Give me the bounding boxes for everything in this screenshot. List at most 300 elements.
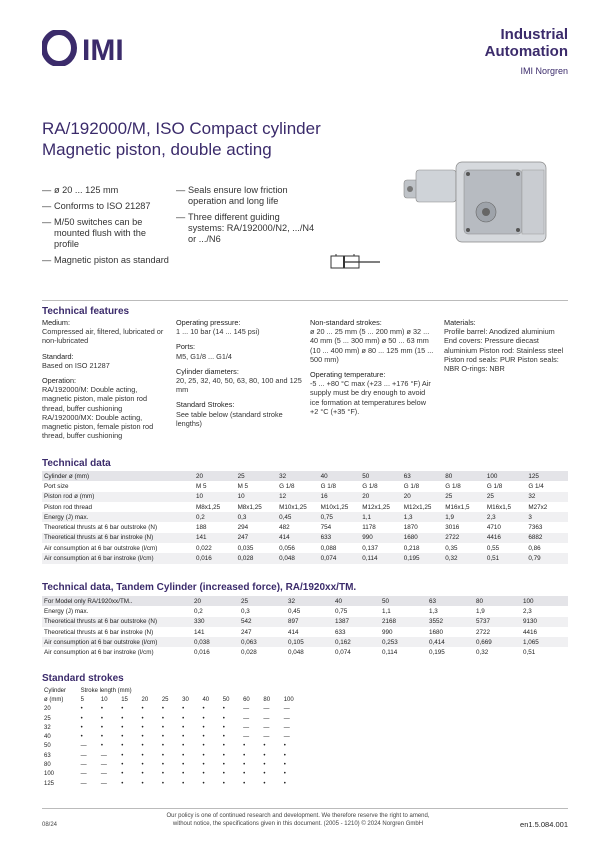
table-cell: 0,35: [445, 544, 458, 552]
footer-date: 08/24: [42, 822, 58, 828]
bullet: — Seals ensure low friction operation and long life: [176, 185, 316, 207]
table-cell: M 5: [196, 482, 207, 490]
feat-head: Operating temperature:: [310, 370, 386, 380]
table-cell: 25: [443, 492, 485, 502]
strokes-header-row: [44, 686, 304, 695]
table-cell: •: [182, 706, 185, 713]
table-cell: •: [243, 771, 246, 778]
table-cell: —: [283, 706, 290, 713]
feat-head: Non-standard strokes:: [310, 318, 382, 327]
table-cell: •: [202, 724, 205, 731]
table-row: [42, 637, 568, 647]
table-cell: •: [121, 780, 124, 787]
table-cell: •: [161, 734, 164, 741]
table-row: [42, 481, 568, 491]
table-cell: •: [182, 743, 185, 750]
table-cell: •: [263, 743, 266, 750]
table-cell: •: [141, 771, 144, 778]
table-cell: 1,1: [382, 607, 391, 615]
table-cell: •: [243, 743, 246, 750]
table-cell: •: [263, 752, 266, 759]
table-cell: 633: [335, 628, 346, 636]
header-cell: 40: [319, 471, 361, 481]
features-col3: [310, 318, 436, 416]
table-cell: 16: [319, 492, 361, 502]
table-cell: 4710: [486, 524, 501, 532]
table-row: [44, 714, 304, 723]
table-cell: •: [283, 752, 286, 759]
table-cell: 2722: [443, 533, 485, 543]
header-cell: 20: [192, 596, 239, 606]
table-cell: 7363: [528, 524, 543, 532]
table-cell: 1680: [429, 628, 444, 636]
table-cell: M27x2: [528, 503, 548, 511]
table-cell: 20: [402, 492, 444, 502]
section-title-features: Technical features: [42, 306, 130, 317]
table-cell: 0,669: [474, 637, 521, 647]
table-cell: •: [202, 715, 205, 722]
table-row: [42, 553, 568, 563]
table-cell: 1,1: [360, 512, 402, 522]
table-row: [44, 770, 304, 779]
table-cell: 0,2: [194, 607, 203, 615]
table-cell: 0,45: [288, 607, 301, 615]
table-cell: 0,028: [241, 649, 257, 657]
table-cell: —: [100, 762, 107, 769]
feat-text: See table below (standard stroke lengths): [176, 409, 283, 428]
table-cell: •: [222, 715, 225, 722]
table-cell: •: [263, 771, 266, 778]
stroke-length-cell: 50: [222, 696, 230, 703]
table-header-row: [42, 471, 568, 481]
table-cell: 12: [277, 492, 319, 502]
table-cell: 10: [236, 492, 278, 502]
table-cell: Energy (J) max.: [42, 512, 194, 522]
footer-divider: [42, 808, 568, 809]
header-cell: 125: [526, 471, 568, 481]
table-cell: 0,088: [320, 544, 337, 552]
feat-text: 20, 25, 32, 40, 50, 63, 80, 100 and 125 mm: [176, 376, 302, 395]
table-row: [44, 742, 304, 751]
table-cell: 3016: [445, 524, 460, 532]
table-cell: 1387: [333, 617, 380, 627]
table-cell: 0,016: [194, 553, 236, 563]
table-cell: •: [182, 780, 185, 787]
table-cell: •: [141, 715, 144, 722]
table-cell: —: [100, 771, 107, 778]
table-cell: 141: [194, 628, 205, 636]
table-cell: —: [263, 734, 270, 741]
section-title-tech: Technical data: [42, 458, 111, 469]
table-cell: 0,55: [486, 544, 500, 552]
table-cell: Piston rod ø (mm): [42, 492, 194, 502]
table-cell: —: [283, 724, 290, 731]
table-cell: —: [263, 724, 270, 731]
table-cell: —: [80, 762, 87, 769]
table-cell: 990: [360, 533, 402, 543]
table-cell: 0,137: [362, 544, 378, 552]
table-cell: 1,3: [429, 607, 438, 615]
table-cell: •: [182, 752, 185, 759]
table-cell: 0,105: [286, 637, 333, 647]
table-cell: •: [283, 780, 286, 787]
table-cell: Air consumption at 6 bar instroke (l/cm): [42, 553, 194, 563]
table-cell: •: [222, 752, 225, 759]
table-row: [44, 723, 304, 732]
table-cell: 0,048: [277, 553, 319, 563]
table-cell: G 1/8: [279, 482, 295, 490]
header-cell: 25: [239, 596, 286, 606]
table-cell: 3552: [427, 617, 474, 627]
table-cell: Piston rod thread: [44, 503, 92, 511]
table-cell: •: [222, 762, 225, 769]
table-cell: •: [283, 771, 286, 778]
table-cell: 0,3: [241, 607, 250, 615]
table-cell: 40: [44, 734, 51, 741]
table-cell: •: [182, 715, 185, 722]
header-cell: Stroke length (mm): [80, 687, 132, 694]
table-cell: 0,022: [196, 544, 212, 552]
stroke-length-cell: 80: [263, 696, 271, 703]
feat-text: Compressed air, filtered, lubricated or non-lubricated: [42, 327, 164, 346]
table-cell: M16x1,5: [486, 503, 511, 511]
table-cell: •: [141, 734, 144, 741]
table-cell: •: [222, 706, 225, 713]
table-cell: •: [182, 771, 185, 778]
table-cell: •: [161, 780, 164, 787]
bullet: — M/50 switches can be mounted flush with the profile: [42, 217, 170, 250]
table-cell: —: [80, 752, 87, 759]
table-cell: 20: [44, 706, 51, 713]
table-cell: —: [80, 771, 87, 778]
table-row: [42, 617, 568, 627]
table-cell: 2,3: [485, 512, 527, 522]
feature-bullets-right: [176, 185, 316, 250]
table-cell: •: [202, 706, 205, 713]
table-cell: M8x1,25: [237, 503, 262, 511]
strokes-table: [44, 686, 304, 788]
feat-head: Operation:: [42, 376, 77, 386]
table-cell: 1680: [402, 533, 444, 543]
table-cell: •: [283, 743, 286, 750]
table-row: [42, 647, 568, 657]
table-cell: 0,195: [402, 553, 444, 563]
table-row: [42, 512, 568, 522]
stroke-length-cell: 15: [121, 696, 128, 703]
table-cell: 2722: [476, 628, 491, 636]
table-cell: 0,035: [237, 544, 254, 552]
table-row: [44, 751, 304, 760]
table-cell: •: [141, 724, 144, 731]
header-cell: 32: [286, 596, 333, 606]
table-cell: 5737: [474, 617, 521, 627]
table-cell: •: [141, 780, 144, 787]
table-cell: •: [263, 762, 266, 769]
table-cell: •: [202, 771, 205, 778]
table-cell: 542: [239, 617, 286, 627]
table-cell: 247: [241, 628, 252, 636]
pneumatic-symbol-icon: [330, 254, 382, 270]
divider: [42, 300, 568, 301]
table-cell: M 5: [237, 482, 249, 490]
table-row: [42, 543, 568, 553]
table-cell: •: [161, 771, 164, 778]
brand-line3: IMI Norgren: [520, 66, 568, 76]
features-col1: [42, 318, 167, 440]
table-cell: 25: [44, 715, 51, 722]
table-row: [42, 533, 568, 543]
table-cell: 100: [44, 771, 55, 778]
table-cell: •: [222, 771, 225, 778]
feat-text: Profile barrel: Anodized aluminium End covers: Pressure diecast aluminium Piston rod: Stainless steel Piston rod seals: PUR Piston seals: NBR O-rings: NBR: [444, 327, 564, 374]
table-cell: •: [222, 734, 225, 741]
table-cell: G 1/8: [445, 482, 461, 490]
table-cell: •: [141, 762, 144, 769]
table-cell: Theoretical thrusts at 6 bar instroke (N): [44, 628, 154, 636]
table-row: [44, 779, 304, 788]
table-cell: —: [283, 715, 290, 722]
table-cell: 0,038: [192, 637, 239, 647]
table-cell: •: [100, 743, 103, 750]
feat-text: ø 20 ... 25 mm (5 ... 200 mm) ø 32 ... 40 mm (5 ... 300 mm) ø 50 ... 63 mm (10 ... 400 mm) ø 80 ... 125 mm (15 ... 500 mm): [310, 327, 434, 364]
table-cell: 0,75: [319, 512, 361, 522]
table-cell: 0,218: [403, 544, 420, 552]
header-cell: 40: [333, 596, 380, 606]
stroke-length-cell: 10: [100, 696, 108, 703]
table-cell: 141: [194, 533, 236, 543]
table-cell: —: [243, 706, 250, 713]
table-cell: 0,86: [528, 544, 541, 552]
header-cell: For Model only RA/1920xx/TM..: [42, 596, 192, 606]
table-cell: 32: [526, 492, 568, 502]
page-title: [42, 118, 422, 160]
table-cell: —: [263, 706, 270, 713]
table-header-row: [42, 596, 568, 606]
table-cell: G 1/8: [362, 482, 378, 490]
feat-head: Standard Strokes:: [176, 400, 235, 410]
header-cell: 63: [402, 471, 444, 481]
table-cell: •: [222, 724, 225, 731]
bullet: — Three different guiding systems: RA/192000/N2, .../N4 or .../N6: [176, 212, 316, 245]
table-cell: •: [100, 734, 103, 741]
table-cell: 0,51: [523, 649, 536, 657]
table-cell: 2,3: [523, 607, 532, 615]
table-row: [42, 522, 568, 532]
table-cell: —: [263, 715, 270, 722]
svg-text:IMI: IMI: [82, 34, 124, 66]
table-cell: —: [243, 734, 250, 741]
table-cell: 10: [194, 492, 236, 502]
features-col2: [176, 318, 304, 428]
table-cell: 4416: [485, 533, 527, 543]
brand-block: [485, 26, 568, 76]
table-cell: •: [121, 752, 124, 759]
table-cell: Air consumption at 6 bar instroke (l/cm): [44, 649, 154, 657]
table-cell: 414: [288, 628, 299, 636]
table-cell: •: [243, 762, 246, 769]
table-cell: Air consumption at 6 bar outstroke (l/cm): [42, 637, 192, 647]
table-cell: G 1/8: [320, 482, 337, 490]
table-cell: 247: [236, 533, 278, 543]
table-cell: •: [121, 771, 124, 778]
table-cell: Theoretical thrusts at 6 bar outstroke (N): [44, 524, 158, 532]
table-cell: 482: [279, 524, 290, 532]
section-title-strokes: Standard strokes: [42, 673, 124, 684]
header-cell: 63: [427, 596, 474, 606]
table-cell: G 1/8: [403, 482, 420, 490]
table-cell: •: [202, 752, 205, 759]
table-cell: 63: [44, 752, 51, 759]
stroke-length-cell: 20: [141, 696, 149, 703]
table-cell: 1,9: [443, 512, 485, 522]
table-cell: 0,2: [194, 512, 236, 522]
stroke-length-cell: 25: [161, 696, 169, 703]
table-cell: •: [121, 706, 124, 713]
table-cell: M10x1,25: [320, 503, 349, 511]
header-cell: 100: [521, 596, 568, 606]
table-cell: •: [100, 706, 103, 713]
imi-logo: [42, 30, 152, 66]
table-cell: •: [222, 743, 225, 750]
bullet: — Conforms to ISO 21287: [42, 201, 170, 212]
table-cell: Theoretical thrusts at 6 bar outstroke (N): [42, 617, 192, 627]
table-cell: 1178: [362, 524, 376, 532]
table-cell: •: [141, 706, 144, 713]
table-cell: G 1/8: [486, 482, 503, 490]
table-cell: •: [80, 715, 83, 722]
table-cell: —: [80, 743, 87, 750]
table-cell: 125: [44, 780, 55, 787]
table-cell: M8x1,25: [196, 503, 221, 511]
feat-text: M5, G1/8 ... G1/4: [176, 351, 232, 361]
table-cell: M16x1,5: [445, 503, 470, 511]
table-row: [44, 705, 304, 714]
table-cell: 0,016: [194, 649, 210, 657]
table-cell: 0,45: [277, 512, 319, 522]
table-cell: 897: [286, 617, 333, 627]
table-cell: G 1/4: [528, 482, 544, 490]
table-cell: 80: [44, 762, 51, 769]
table-cell: —: [283, 734, 290, 741]
table-cell: 32: [44, 724, 51, 731]
table-cell: 1,9: [476, 607, 485, 615]
footer-disclaimer: [0, 812, 596, 828]
brand-line1: Industrial: [500, 26, 568, 43]
feature-bullets-left: [42, 185, 170, 271]
table-row: [42, 627, 568, 637]
feat-head: Materials:: [444, 318, 476, 327]
table-cell: 0,056: [279, 544, 295, 552]
tandem-data-table: [42, 596, 568, 658]
title-line1: RA/192000/M, ISO Compact cylinder: [42, 119, 321, 138]
table-cell: •: [161, 724, 164, 731]
table-cell: —: [243, 715, 250, 722]
header-cell: 20: [194, 471, 236, 481]
feat-head: Ports:: [176, 342, 196, 352]
table-cell: •: [80, 734, 83, 741]
table-cell: Air consumption at 6 bar outstroke (l/cm): [44, 544, 158, 552]
table-cell: 990: [382, 628, 393, 636]
table-cell: 188: [196, 524, 207, 532]
table-row: [42, 606, 568, 616]
header-cell: Cylinder ø (mm): [42, 471, 194, 481]
footer-doc-code: en1.5.084.001: [520, 820, 568, 829]
table-cell: •: [202, 780, 205, 787]
table-cell: Energy (J) max.: [44, 607, 89, 615]
strokes-header-row: [44, 695, 304, 704]
brand-line2: Automation: [484, 43, 568, 60]
header-cell: 100: [485, 471, 527, 481]
table-cell: •: [283, 762, 286, 769]
table-cell: 0,32: [476, 649, 489, 657]
stroke-length-cell: 60: [243, 696, 250, 703]
table-cell: •: [100, 715, 103, 722]
table-cell: •: [121, 724, 124, 731]
table-cell: •: [121, 734, 124, 741]
table-cell: 0,074: [335, 649, 351, 657]
table-cell: •: [121, 762, 124, 769]
feat-text: 1 ... 10 bar (14 ... 145 psi): [176, 327, 260, 337]
feat-head: Medium:: [42, 318, 70, 327]
table-cell: 25: [485, 492, 527, 502]
header-cell: 25: [236, 471, 278, 481]
table-cell: Port size: [44, 482, 69, 490]
table-row: [42, 492, 568, 502]
table-row: [44, 760, 304, 769]
table-cell: 0,028: [236, 553, 278, 563]
header-cell: Cylinder: [44, 687, 67, 694]
table-cell: 1,065: [521, 637, 568, 647]
table-cell: 1870: [403, 524, 418, 532]
table-cell: •: [161, 762, 164, 769]
stroke-length-cell: 30: [182, 696, 189, 703]
table-cell: 50: [44, 743, 51, 750]
table-cell: 0,074: [319, 553, 361, 563]
table-cell: M12x1,25: [362, 503, 390, 511]
features-col4: [444, 318, 568, 373]
table-cell: 414: [277, 533, 319, 543]
table-cell: 4416: [523, 628, 538, 636]
feat-head: Standard:: [42, 351, 74, 361]
feat-head: Cylinder diameters:: [176, 366, 239, 376]
table-row: [42, 502, 568, 512]
table-cell: —: [100, 780, 107, 787]
table-cell: 754: [320, 524, 332, 532]
table-cell: •: [202, 734, 205, 741]
table-cell: •: [222, 780, 225, 787]
cylinder-product-image: [396, 150, 556, 250]
table-cell: 0,79: [526, 553, 568, 563]
title-line2: Magnetic piston, double acting: [42, 140, 272, 159]
table-cell: 3: [526, 512, 568, 522]
header-cell: 80: [474, 596, 521, 606]
stroke-length-cell: 40: [202, 696, 210, 703]
feat-text: -5 ... +80 °C max (+23 ... +176 °F) Air supply must be dry enough to avoid ice formation at temperatures below +2 °C (+35 °F).: [310, 379, 431, 416]
table-cell: •: [263, 780, 266, 787]
table-cell: M10x1,25: [279, 503, 307, 511]
table-cell: 0,3: [236, 512, 278, 522]
table-cell: 0,162: [333, 637, 380, 647]
header-cell: 50: [380, 596, 427, 606]
stroke-length-cell: 100: [283, 696, 294, 703]
table-cell: 0,048: [288, 649, 304, 657]
table-cell: 0,114: [360, 553, 402, 563]
table-cell: •: [121, 743, 124, 750]
table-cell: —: [80, 780, 87, 787]
table-cell: M12x1,25: [403, 503, 432, 511]
table-cell: 0,195: [429, 649, 445, 657]
table-cell: •: [100, 724, 103, 731]
